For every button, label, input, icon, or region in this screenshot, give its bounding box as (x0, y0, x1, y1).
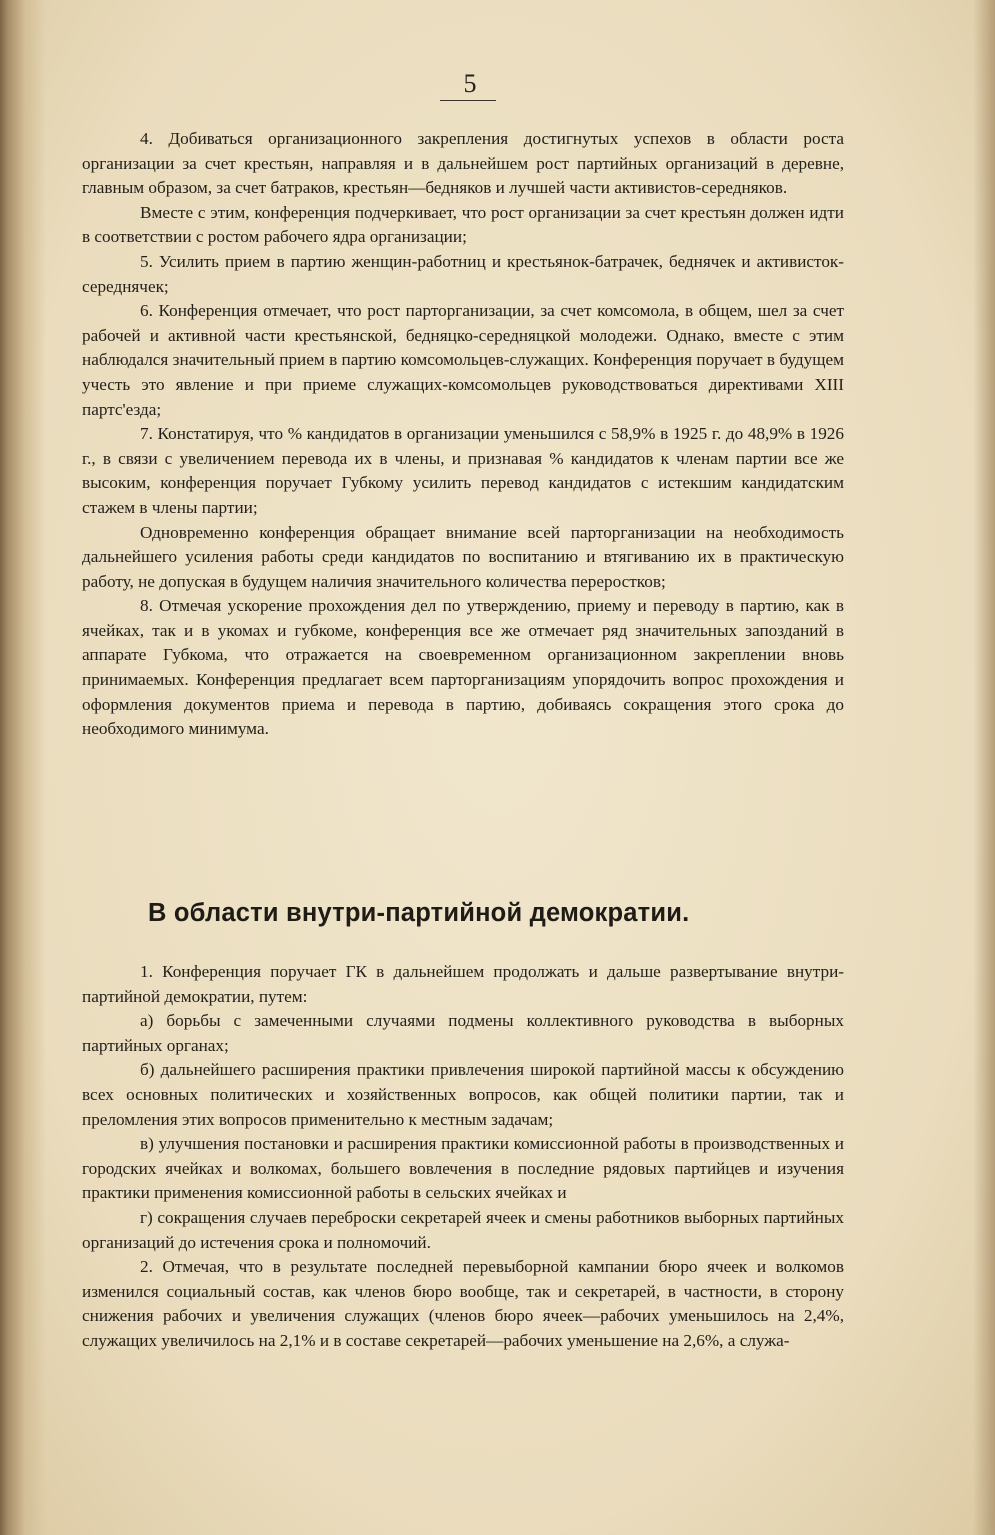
page-number-rule (440, 100, 496, 101)
section-membership-growth (82, 127, 844, 742)
page-number: 5 (463, 69, 477, 98)
democracy-item-v: в) улучшения постановки и расширения практики комиссионной работы в производственных и городских ячейках и волкомах, большего вовлечения в последние рядовых партийцев и изучения практики применения комиссионной работы в сельских ячейках и (82, 1134, 844, 1203)
paragraph-6: 6. Конференция отмечает, что рост парторганизации, за счет комсомола, в общем, шел за счет рабочей и активной части крестьянской, бедняцко-середняцкой молодежи. Однако, вместе с этим наблюдался значительный прием в партию комсомольцев-служащих. Конференция поручает в будущем учесть это явление и при приеме служащих-комсомольцев руководствоваться директивами XIII партс'езда; (82, 301, 844, 419)
democracy-item-b: б) дальнейшего расширения практики привлечения широкой партийной массы к обсуждению всех основных политических и хозяйственных вопросов, как общей политики партии, так и преломления этих вопросов применительно к местным задачам; (82, 1060, 844, 1129)
paragraph-5: 5. Усилить прием в партию женщин-работниц и крестьянок-батрачек, беднячек и активисток-середнячек; (82, 251, 844, 296)
page-left-edge-shadow (0, 0, 46, 1535)
page-right-edge-shadow (973, 0, 995, 1535)
paragraph-8: 8. Отмечая ускорение прохождения дел по утверждению, приему и переводу в партию, как в ячейках, так и в укомах и губкоме, конференция все же отмечает ряд значительных запозданий в аппарате Губкома, что отражается на своевременном организационном закреплении вновь принимаемых. Конференция предлагает всем парторганизациям упорядочить вопрос прохождения и оформления документов приема и перевода в партию, добиваясь сокращения этого срока до необходимого минимума. (82, 596, 844, 739)
democracy-item-g: г) сокращения случаев переброски секретарей ячеек и смены работников выборных партийных организаций до истечения срока и полномочий. (82, 1207, 844, 1252)
democracy-paragraph-1: 1. Конференция поручает ГК в дальнейшем продолжать и дальше развертывание внутри-партийной демократии, путем: (82, 962, 844, 1006)
paragraph-7: 7. Констатируя, что % кандидатов в организации уменьшился с 58,9% в 1925 г. до 48,9% в 1926 г., в связи с увеличением перевода их в члены, и признавая % кандидатов к членам партии все же высоким, конференция поручает Губкому усилить перевод кандидатов с истекшим кандидатским стажем в члены партии; (82, 424, 844, 517)
democracy-paragraph-2: 2. Отмечая, что в результате последней перевыборной кампании бюро ячеек и волкомов изменился социальный состав, как членов бюро вообще, так и секретарей, в частности, в сторону снижения рабочих и увеличения служащих (членов бюро ячеек—рабочих уменьшилось на 2,4%, служащих увеличилось на 2,1% и в составе секретарей—рабочих уменьшение на 2,6%, а служа- (82, 1257, 844, 1350)
paragraph-4: 4. Добиваться организационного закрепления достигнутых успехов в области роста организации за счет крестьян, направляя и в дальнейшем рост партийных организаций в деревне, главным образом, за счет батраков, крестьян—бедняков и лучшей части активистов-середняков. (82, 129, 844, 198)
section-heading-democracy: В области внутри-партийной демократии. (148, 899, 690, 927)
paragraph-4-continuation: Вместе с этим, конференция подчеркивает, что рост организации за счет крестьян должен идти в соответствии с ростом рабочего ядра организации; (82, 202, 844, 247)
paragraph-7-continuation: Одновременно конференция обращает внимание всей парторганизации на необходимость дальнейшего усиления работы среди кандидатов по воспитанию и втягиванию их в практическую работу, не допуская в будущем наличия значительного количества переростков; (82, 522, 844, 591)
democracy-item-a: а) борьбы с замеченными случаями подмены коллективного руководства в выборных партийных органах; (82, 1011, 844, 1055)
section-inner-party-democracy (82, 960, 844, 1354)
